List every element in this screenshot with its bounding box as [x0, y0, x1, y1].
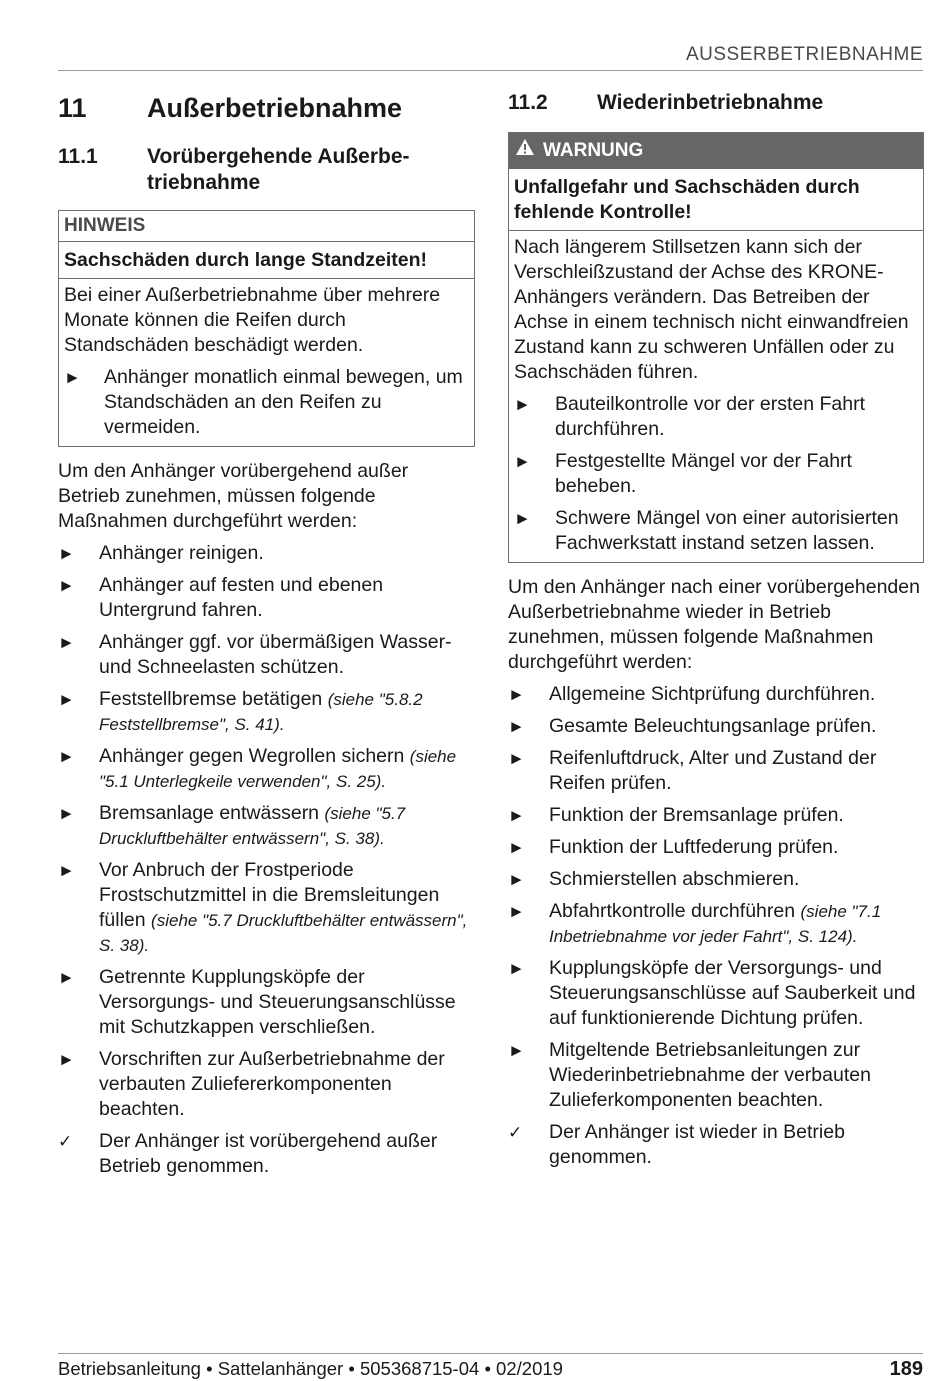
- list-item: [508, 746, 924, 796]
- step-text: Vor Anbruch der Frostperiode Frostschutzmittel in die Bremsleitungen füllen: [99, 859, 440, 931]
- result-text: Der Anhänger ist wieder in Betrieb genommen.: [549, 1121, 845, 1168]
- step-text: Anhänger gegen Wegrollen sichern: [99, 745, 405, 767]
- step-arrow-icon: ►: [508, 870, 525, 889]
- section-title: [147, 144, 410, 196]
- step-text: Schwere Mängel von einer autorisierten Fachwerkstatt instand setzen lassen.: [555, 507, 899, 554]
- section-2-steps: [508, 682, 924, 1170]
- chapter-title: Außerbetriebnahme: [147, 93, 403, 123]
- footer-rule: [58, 1353, 923, 1354]
- step-arrow-icon: ►: [508, 1041, 525, 1060]
- step-arrow-icon: ►: [58, 1050, 75, 1069]
- step-text: Anhänger reinigen.: [99, 542, 264, 564]
- step-arrow-icon: ►: [508, 717, 525, 736]
- footer-text: Betriebsanleitung • Sattelanhänger • 505368715-04 • 02/2019: [58, 1358, 563, 1379]
- notice-body: [59, 279, 474, 446]
- list-item: [508, 803, 924, 828]
- step-arrow-icon: ►: [58, 633, 75, 652]
- step-text: Reifenluftdruck, Alter und Zustand der Reifen prüfen.: [549, 747, 877, 794]
- list-item: [508, 956, 924, 1031]
- step-text: Gesamte Beleuchtungsanlage prüfen.: [549, 715, 877, 737]
- section-number: 11.1: [58, 145, 98, 168]
- step-text: Feststellbremse betätigen: [99, 688, 323, 710]
- list-item: [514, 506, 918, 556]
- step-text: Bremsanlage entwässern: [99, 802, 320, 824]
- chapter-heading: [58, 90, 475, 126]
- header-rule: [58, 70, 923, 71]
- checkmark-icon: ✓: [58, 1132, 73, 1151]
- list-item: [514, 392, 918, 442]
- step-arrow-icon: ►: [508, 902, 525, 921]
- step-text: Anhänger auf festen und ebenen Untergrund fahren.: [99, 574, 384, 621]
- list-item: [508, 714, 924, 739]
- section-heading-11-2: [508, 90, 924, 116]
- left-column: [58, 90, 475, 1179]
- section-number: 11.2: [508, 91, 548, 114]
- list-item: [508, 682, 924, 707]
- step-text: Anhänger ggf. vor übermäßigen Wasser- und Schneelasten schützen.: [99, 631, 452, 678]
- section-1-steps: [58, 541, 475, 1179]
- section-title-line-1: Vorübergehende Außerbe-: [147, 145, 410, 168]
- list-item: [514, 449, 918, 499]
- step-text: Funktion der Luftfederung prüfen.: [549, 836, 839, 858]
- step-text: Allgemeine Sichtprüfung durchführen.: [549, 683, 876, 705]
- warning-box: [508, 132, 924, 563]
- step-arrow-icon: ►: [508, 806, 525, 825]
- list-item: [508, 1038, 924, 1113]
- step-arrow-icon: ►: [508, 749, 525, 768]
- result-text: Der Anhänger ist vorübergehend außer Betrieb genommen.: [99, 1130, 438, 1177]
- checkmark-icon: ✓: [508, 1123, 523, 1142]
- list-item: [58, 801, 475, 851]
- step-arrow-icon: ►: [58, 690, 75, 709]
- list-item: [508, 867, 924, 892]
- notice-subtitle: Sachschäden durch lange Standzeiten!: [64, 249, 427, 271]
- list-item: [58, 630, 475, 680]
- step-arrow-icon: ►: [514, 395, 531, 414]
- step-arrow-icon: ►: [508, 685, 525, 704]
- step-text: Getrennte Kupplungsköpfe der Versorgungs- und Steuerungsanschlüsse mit Schutzkappen verschließen.: [99, 966, 456, 1038]
- step-arrow-icon: ►: [514, 452, 531, 471]
- chapter-number: 11: [58, 93, 87, 123]
- warning-label: WARNUNG: [543, 140, 644, 161]
- step-arrow-icon: ►: [508, 959, 525, 978]
- list-item: [58, 965, 475, 1040]
- list-item: [58, 858, 475, 958]
- step-arrow-icon: ►: [514, 509, 531, 528]
- cross-reference: (siehe "5.8.2 Feststellbremse", S. 41).: [99, 690, 423, 734]
- page-number: 189: [889, 1358, 923, 1380]
- step-arrow-icon: ►: [58, 544, 75, 563]
- warning-body: [509, 231, 923, 562]
- step-text: Kupplungsköpfe der Versorgungs- und Steuerungsanschlüsse auf Sauberkeit und auf funktionierende Dichtung prüfen.: [549, 957, 916, 1029]
- step-arrow-icon: ►: [508, 838, 525, 857]
- list-item: [58, 573, 475, 623]
- list-item: [58, 687, 475, 737]
- step-text: Bauteilkontrolle vor der ersten Fahrt durchführen.: [555, 393, 865, 440]
- warning-header: [509, 133, 923, 169]
- step-arrow-icon: ►: [58, 804, 75, 823]
- step-text: Funktion der Bremsanlage prüfen.: [549, 804, 844, 826]
- section-2-intro: Um den Anhänger nach einer vorübergehenden Außerbetriebnahme wieder in Betrieb zunehmen, müssen folgende Maßnahmen durchgeführt werden:: [508, 576, 920, 673]
- notice-label: HINWEIS: [59, 211, 474, 242]
- cross-reference: (siehe "7.1 Inbetriebnahme vor jeder Fahrt", S. 124).: [549, 902, 882, 946]
- step-text: Mitgeltende Betriebsanleitungen zur Wiederinbetriebnahme der verbauten Zulieferkomponenten beachten.: [549, 1039, 871, 1111]
- cross-reference: (siehe "5.7 Druckluftbehälter entwässern", S. 38).: [99, 911, 468, 955]
- running-header: AUSSERBETRIEBNAHME: [685, 44, 923, 65]
- list-item: [58, 1047, 475, 1122]
- notice-text: Bei einer Außerbetriebnahme über mehrere Monate können die Reifen durch Standschäden beschädigt werden.: [64, 284, 441, 356]
- result-item: [508, 1120, 924, 1170]
- step-text: Festgestellte Mängel vor der Fahrt beheben.: [555, 450, 852, 497]
- warning-triangle-icon: [515, 138, 535, 164]
- list-item: [58, 541, 475, 566]
- notice-steps: [64, 365, 469, 440]
- result-item: [58, 1129, 475, 1179]
- section-heading-11-1: [58, 144, 475, 196]
- list-item: [58, 744, 475, 794]
- step-text: Schmierstellen abschmieren.: [549, 868, 800, 890]
- step-arrow-icon: ►: [58, 968, 75, 987]
- right-column: [508, 90, 924, 1170]
- cross-reference: (siehe "5.1 Unterlegkeile verwenden", S. 25).: [99, 747, 457, 791]
- step-text: Abfahrtkontrolle durchführen: [549, 900, 796, 922]
- step-text: Vorschriften zur Außerbetriebnahme der verbauten Zuliefererkomponenten beachten.: [99, 1048, 445, 1120]
- notice-step: [64, 365, 469, 440]
- notice-box: [58, 210, 475, 447]
- step-arrow-icon: ►: [58, 576, 75, 595]
- cross-reference: (siehe "5.7 Druckluftbehälter entwässern", S. 38).: [99, 804, 406, 848]
- notice-step-text: Anhänger monatlich einmal bewegen, um Standschäden an den Reifen zu vermeiden.: [104, 366, 463, 438]
- section-title-line-2: triebnahme: [147, 171, 261, 194]
- warning-text: Nach längerem Stillsetzen kann sich der Verschleißzustand der Achse des KRONE-Anhängers verändern. Das Betreiben der Achse in einem technisch nicht einwandfreien Zustand kann zu schweren Unfällen oder zu Sachschäden führen.: [514, 236, 909, 383]
- list-item: [508, 899, 924, 949]
- warning-subtitle: Unfallgefahr und Sachschäden durch fehlende Kontrolle!: [514, 176, 860, 223]
- warning-steps: [514, 392, 918, 556]
- list-item: [508, 835, 924, 860]
- section-title: Wiederinbetriebnahme: [597, 91, 824, 114]
- step-arrow-icon: ►: [58, 747, 75, 766]
- step-arrow-icon: ►: [64, 368, 81, 387]
- section-1-intro: Um den Anhänger vorübergehend außer Betrieb zunehmen, müssen folgende Maßnahmen durchgeführt werden:: [58, 460, 409, 532]
- step-arrow-icon: ►: [58, 861, 75, 880]
